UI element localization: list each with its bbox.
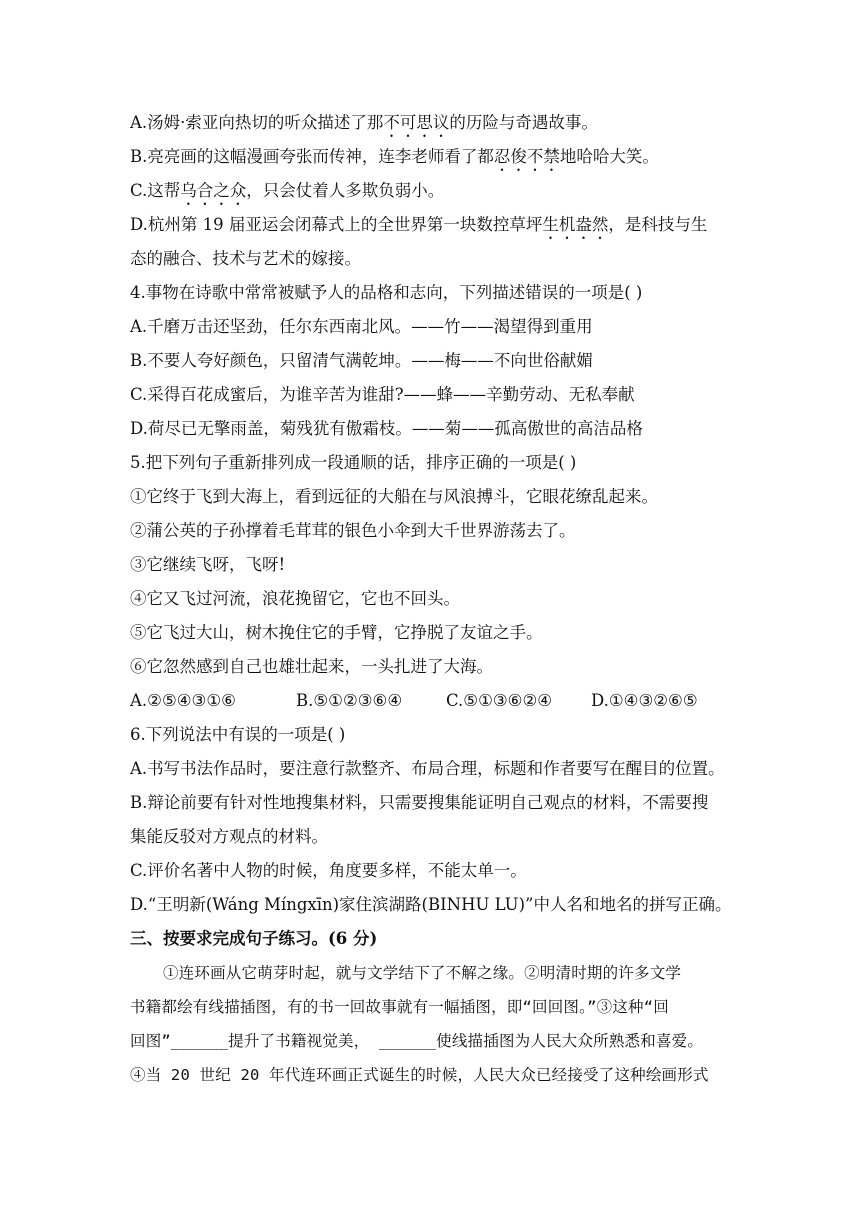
- q5-sentence-2: ②蒲公英的子孙撑着毛茸茸的银色小伞到大千世界游荡去了。: [130, 521, 576, 540]
- q5-option-a: A.②⑤④③①⑥: [130, 691, 236, 710]
- option-text: 地哈哈大笑。: [559, 147, 659, 166]
- section-3-title: 三、按要求完成句子练习。(6 分): [130, 929, 378, 948]
- section-3-paragraph-line: ①连环画从它萌芽时起，就与文学结下了不解之缘。②明清时期的许多文学: [163, 964, 682, 982]
- option-text: B.亮亮画的这幅漫画夸张而传神，连李老师看了都: [130, 147, 494, 166]
- dotted-idiom: 乌合之众: [180, 181, 247, 200]
- q5-option-b: B.⑤①②③⑥④: [296, 691, 403, 710]
- q4-option-c: C.采得百花成蜜后，为谁辛苦为谁甜?——蜂——辛勤劳动、无私奉献: [130, 385, 635, 404]
- q6-option-a: A.书写书法作品时，要注意行款整齐、布局合理，标题和作者要写在醒目的位置。: [130, 759, 725, 778]
- option-text: ，只会仗着人多欺负弱小。: [246, 181, 445, 200]
- q4-option-d: D.荷尽已无擎雨盖，菊残犹有傲霜枝。——菊——孤高傲世的高洁品格: [130, 419, 643, 438]
- dotted-idiom: 不可思议: [383, 113, 450, 132]
- q3-option-d-continued: 态的融合、技术与艺术的嫁接。: [130, 249, 361, 268]
- section-3-paragraph-line: 回图”______提升了书籍视觉美， ______使线描插图为人民大众所熟悉和喜爱。: [130, 1032, 704, 1050]
- q5-sentence-6: ⑥它忽然感到自己也雄壮起来，一头扎进了大海。: [130, 657, 493, 676]
- q6-option-d: D.“王明新(Wáng Míngxīn)家住滨湖路(BINHU LU)”中人名和地名的拼写正确。: [130, 895, 732, 914]
- q5-option-c: C.⑤①③⑥②④: [446, 691, 553, 710]
- q3-option-d: [130, 208, 740, 242]
- q5-sentence-5: ⑤它飞过大山，树木挽住它的手臂，它挣脱了友谊之手。: [130, 623, 543, 642]
- section-3-paragraph-line: 书籍都绘有线描插图，有的书一回故事就有一幅插图，即“回回图。”③这种“回: [130, 998, 669, 1016]
- q3-option-c: [130, 174, 740, 208]
- option-text: A.汤姆·索亚向热切的听众描述了那: [130, 113, 384, 132]
- q4-option-b: B.不要人夸好颜色，只留清气满乾坤。——梅——不向世俗献媚: [130, 351, 593, 370]
- q4-option-a: A.千磨万击还坚劲，任尔东西南北风。——竹——渴望得到重用: [130, 317, 593, 336]
- dotted-idiom: 生机盎然: [542, 215, 609, 234]
- q5-option-d: D.①④③②⑥⑤: [591, 691, 698, 710]
- q3-option-a: [130, 106, 740, 140]
- option-text: ，是科技与生: [608, 215, 708, 234]
- option-text: D.杭州第 19 届亚运会闭幕式上的全世界第一块数控草坪: [130, 215, 543, 234]
- q6-option-c: C.评价名著中人物的时候，角度要多样，不能太单一。: [130, 861, 527, 880]
- q5-sentence-4: ④它又飞过河流，浪花挽留它，它也不回头。: [130, 589, 460, 608]
- dotted-idiom: 忍俊不禁: [493, 147, 560, 166]
- q5-stem: 5.把下列句子重新排列成一段通顺的话，排序正确的一项是( ): [130, 453, 577, 472]
- q6-option-b: B.辩论前要有针对性地搜集材料，只需要搜集能证明自己观点的材料，不需要搜: [130, 793, 709, 812]
- option-text: 的历险与奇遇故事。: [449, 113, 598, 132]
- q4-stem: 4.事物在诗歌中常常被赋予人的品格和志向，下列描述错误的一项是( ): [130, 283, 643, 302]
- option-text: C.这帮: [130, 181, 181, 200]
- section-3-paragraph-line: ④当 20 世纪 20 年代连环画正式诞生的时候，人民大众已经接受了这种绘画形式: [130, 1066, 709, 1084]
- q6-option-b-continued: 集能反驳对方观点的材料。: [130, 827, 328, 846]
- q6-stem: 6.下列说法中有误的一项是( ): [130, 725, 346, 744]
- q3-option-b: [130, 140, 740, 174]
- q5-sentence-3: ③它继续飞呀，飞呀!: [130, 555, 286, 574]
- q5-options: [130, 684, 740, 718]
- q5-sentence-1: ①它终于飞到大海上，看到远征的大船在与风浪搏斗，它眼花缭乱起来。: [130, 487, 658, 506]
